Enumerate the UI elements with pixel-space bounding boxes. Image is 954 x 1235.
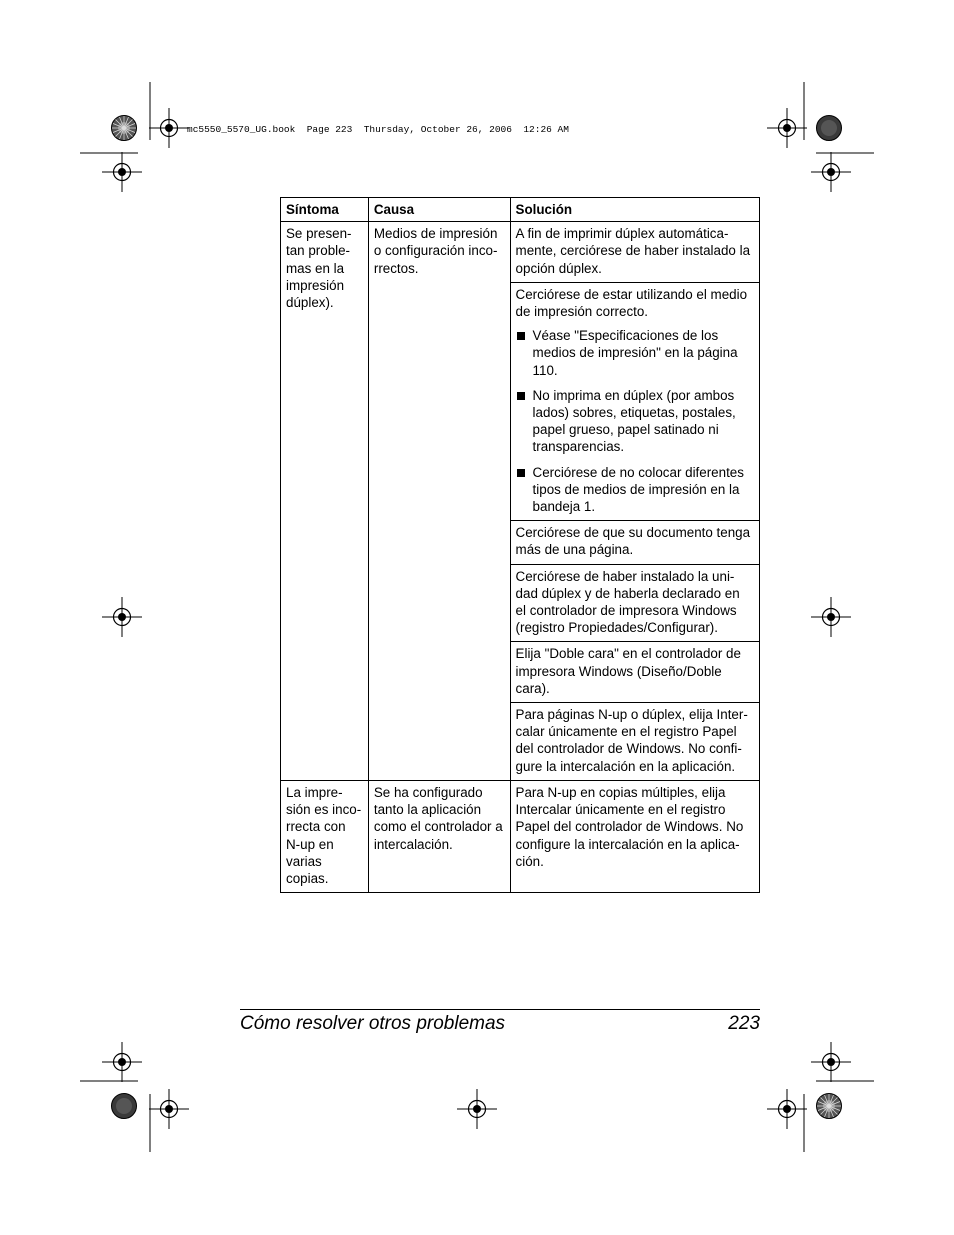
solution-cell xyxy=(510,642,759,703)
header-solution: Solución xyxy=(510,198,759,222)
table-row xyxy=(281,780,760,892)
solution-text: Cerciórese de estar utilizando el medio de impresión correcto. xyxy=(515,286,748,320)
symptom-cell: La impre- sión es inco- rrecta con N-up en varias copias. xyxy=(281,780,369,892)
registration-mark-icon xyxy=(767,1089,807,1129)
registration-mark-icon xyxy=(811,597,851,637)
solution-cell xyxy=(510,564,759,642)
troubleshooting-table xyxy=(280,197,760,893)
footer-chapter-title: Cómo resolver otros problemas xyxy=(240,1013,506,1034)
page-number: 223 xyxy=(728,1013,760,1034)
table-header-row xyxy=(281,198,760,222)
solution-text: Cerciórese de haber instalado la uni- dad dúplex y de haberla declarado en el controlador de impresora Windows (registro Propiedades/Configurar). xyxy=(515,568,740,636)
solution-cell xyxy=(510,703,759,781)
registration-mark-icon xyxy=(102,1042,142,1082)
header-symptom: Síntoma xyxy=(281,198,369,222)
registration-mark-icon xyxy=(149,1089,189,1129)
star-target-icon xyxy=(112,116,137,141)
registration-mark-icon xyxy=(102,152,142,192)
solution-cell xyxy=(510,282,759,520)
solution-bullet-item: No imprima en dúplex (por ambos lados) sobres, etiquetas, postales, papel grueso, papel satinado ni transparencias. xyxy=(516,387,755,456)
solution-text: Elija "Doble cara" en el controlador de impresora Windows (Diseño/Doble cara). xyxy=(515,646,741,696)
solution-cell xyxy=(510,521,759,564)
table-row xyxy=(281,222,760,283)
symptom-cell: Se presen- tan proble- mas en la impresión dúplex). xyxy=(281,222,369,781)
registration-mark-icon xyxy=(811,1042,851,1082)
solution-bullet-item: Véase "Especificaciones de los medios de impresión" en la página 110. xyxy=(516,327,755,379)
solution-bullet-list xyxy=(516,327,755,515)
registration-mark-icon xyxy=(102,597,142,637)
solution-text: Para páginas N-up o dúplex, elija Inter- calar únicamente en el registro Papel del controlador de Windows. No confi- gure la intercalación en la aplicación. xyxy=(515,707,748,774)
registration-mark-icon xyxy=(767,108,807,148)
solution-bullet-item: Cerciórese de no colocar diferentes tipos de medios de impresión en la bandeja 1. xyxy=(516,464,755,516)
solution-text: A fin de imprimir dúplex automática- mente, cerciórese de haber instalado la opción dúplex. xyxy=(515,226,751,276)
dark-target-icon xyxy=(817,116,842,141)
registration-mark-icon xyxy=(149,108,189,148)
solution-cell xyxy=(510,222,759,283)
print-slug: mc5550_5570_UG.book Page 223 Thursday, October 26, 2006 12:26 AM xyxy=(187,124,569,135)
cause-cell: Se ha configurado tanto la aplicación como el controlador a intercalación. xyxy=(368,780,510,892)
header-cause: Causa xyxy=(368,198,510,222)
star-target-icon xyxy=(817,1094,842,1119)
solution-text: Cerciórese de que su documento tenga más de una página. xyxy=(515,525,751,558)
table-body xyxy=(281,222,760,893)
registration-mark-icon xyxy=(457,1089,497,1129)
solution-text: Para N-up en copias múltiples, elija Intercalar únicamente en el registro Papel del controlador de Windows. No configure la intercalación en la aplica- ción. xyxy=(515,784,744,869)
dark-target-icon xyxy=(112,1094,137,1119)
footer-rule xyxy=(240,1009,760,1010)
solution-cell xyxy=(510,780,759,892)
cause-cell: Medios de impresión o configuración inco- rrectos. xyxy=(368,222,510,781)
registration-mark-icon xyxy=(811,152,851,192)
